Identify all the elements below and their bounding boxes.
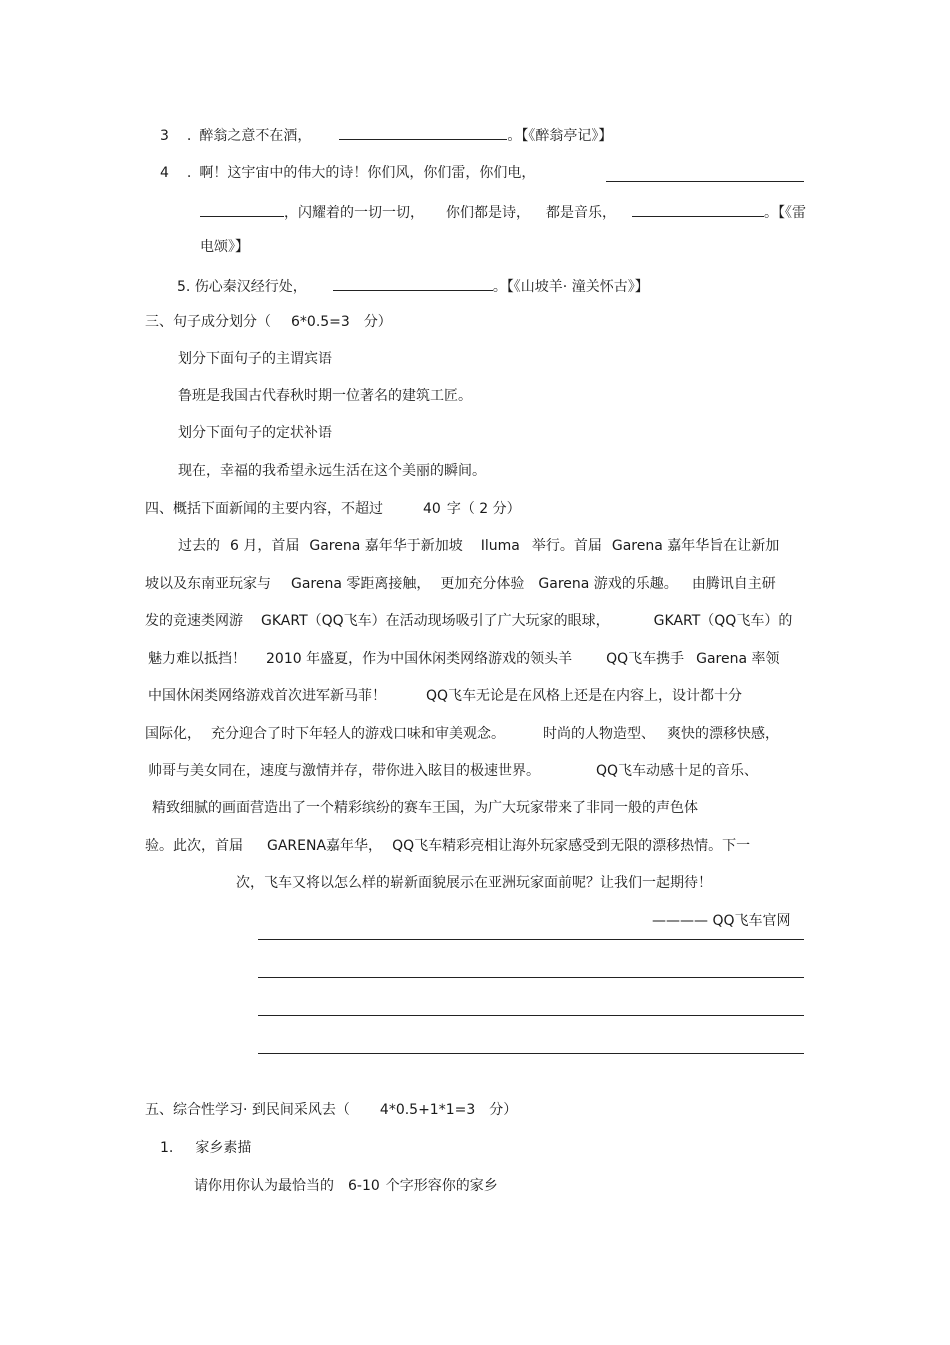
news-text-segment: 2010 年盛夏，作为中国休闲类网络游戏的领头羊 <box>266 651 573 667</box>
item-4-line2: ，闪耀着的一切一切， 你们都是诗， 都是音乐， 。【《雷 <box>200 202 806 222</box>
news-text-segment: 6 月，首届 <box>230 538 300 554</box>
news-text-segment: Garena 嘉年华于新加坡 <box>309 538 463 554</box>
news-text-segment: 更加充分体验 <box>440 576 525 592</box>
item-4-number: 4 <box>160 165 169 181</box>
section-5-heading: 五、综合性学习· 到民间采风去（ 4*0.5+1*1=3 分） <box>145 1102 518 1118</box>
news-text-segment: 坡以及东南亚玩家与 <box>145 576 271 592</box>
answer-blank[interactable] <box>339 125 507 140</box>
news-line <box>145 837 750 855</box>
answer-line[interactable] <box>258 1053 804 1054</box>
news-text-segment: 时尚的人物造型、 <box>543 726 655 742</box>
news-text-segment: Garena 游戏的乐趣。 <box>538 576 678 592</box>
answer-blank[interactable] <box>200 202 284 217</box>
news-source: ———— QQ飞车官网 <box>652 913 791 929</box>
section-5-sub1: 1. 家乡素描 <box>160 1140 252 1156</box>
item-4-line3: 电颂》】 <box>200 239 249 255</box>
news-text-segment: Garena 率领 <box>696 651 780 667</box>
answer-blank[interactable] <box>632 202 764 217</box>
news-text-segment: 由腾讯自主研 <box>691 576 776 592</box>
answer-line[interactable] <box>258 977 804 978</box>
answer-line[interactable] <box>258 939 804 940</box>
news-text-segment: 帅哥与美女同在，速度与激情并存，带你进入眩目的极速世界。 <box>148 763 540 779</box>
news-text-segment: Iluma <box>480 538 520 554</box>
news-text-segment: QQ飞车精彩亮相让海外玩家感受到无限的漂移热情。下一 <box>392 838 751 854</box>
section-3-instruction-1: 划分下面句子的主谓宾语 <box>178 351 332 367</box>
section-4-heading: 四、概括下面新闻的主要内容，不超过 40 字（ 2 分） <box>145 501 521 517</box>
news-text-segment: QQ飞车携手 <box>606 651 685 667</box>
item-4: 4 . 啊！这宇宙中的伟大的诗！你们风，你们雷，你们电， <box>160 165 536 181</box>
item-5 <box>177 276 649 296</box>
news-text-segment: 验。此次，首届 <box>145 838 243 854</box>
item-5-text: 5. 伤心秦汉经行处， <box>177 279 307 295</box>
section-3-sentence-2: 现在，幸福的我希望永远生活在这个美丽的瞬间。 <box>178 463 486 479</box>
news-text-segment: Garena 零距离接触， <box>291 576 431 592</box>
answer-blank[interactable] <box>606 167 804 182</box>
item-4-source: 。【《雷 <box>764 205 806 221</box>
news-text-segment: 魅力难以抵挡！ <box>148 651 246 667</box>
news-text-segment: GKART（QQ飞车）在活动现场吸引了广大玩家的眼球， <box>261 613 610 629</box>
news-text-segment: 过去的 <box>178 538 220 554</box>
item-3-source: 。【《醉翁亭记》】 <box>507 128 613 144</box>
news-line <box>145 725 779 743</box>
news-line <box>145 575 776 593</box>
news-line <box>145 612 792 630</box>
news-line <box>148 762 758 780</box>
section-5-prompt: 请你用你认为最恰当的 6-10 个字形容你的家乡 <box>194 1178 498 1194</box>
news-text-segment: 举行。首届 <box>531 538 602 554</box>
item-5-source: 。【《山坡羊· 潼关怀古》】 <box>492 279 649 295</box>
news-text-segment: QQ飞车无论是在风格上还是在内容上，设计都十分 <box>426 688 743 704</box>
item-4-text: 啊！这宇宙中的伟大的诗！你们风，你们雷，你们电， <box>199 165 536 181</box>
item-3-text: 醉翁之意不在酒， <box>199 128 312 144</box>
news-line <box>148 650 780 668</box>
section-3-instruction-2: 划分下面句子的定状补语 <box>178 425 332 441</box>
news-text-segment: GARENA嘉年华， <box>267 838 383 854</box>
section-3-sentence-1: 鲁班是我国古代春秋时期一位著名的建筑工匠。 <box>178 388 472 404</box>
news-line <box>178 537 779 555</box>
news-text-segment: 充分迎合了时下年轻人的游戏口味和审美观念。 <box>211 726 505 742</box>
news-line: 精致细腻的画面营造出了一个精彩缤纷的赛车王国，为广大玩家带来了非同一般的声色体 <box>152 800 698 816</box>
item-3-number: 3 <box>160 128 169 144</box>
news-text-segment: 中国休闲类网络游戏首次进军新马菲！ <box>148 688 386 704</box>
news-text-segment: GKART（QQ飞车）的 <box>653 613 793 629</box>
news-text-segment: QQ飞车动感十足的音乐、 <box>596 763 759 779</box>
news-text-segment: 发的竞速类网游 <box>145 613 243 629</box>
answer-line[interactable] <box>258 1015 804 1016</box>
item-3: 3 . 醉翁之意不在酒， 。【《醉翁亭记》】 <box>160 125 612 145</box>
news-line <box>148 687 742 705</box>
news-text-segment: 国际化， <box>145 726 201 742</box>
sub1-title: 家乡素描 <box>195 1140 252 1156</box>
news-line: 次，飞车又将以怎么样的崭新面貌展示在亚洲玩家面前呢？让我们一起期待！ <box>236 875 712 891</box>
news-text-segment: Garena 嘉年华旨在让新加 <box>611 538 780 554</box>
news-text-segment: 爽快的漂移快感， <box>667 726 779 742</box>
answer-blank[interactable] <box>333 276 493 291</box>
section-3-heading: 三、句子成分划分（ 6*0.5=3 分） <box>145 314 392 330</box>
